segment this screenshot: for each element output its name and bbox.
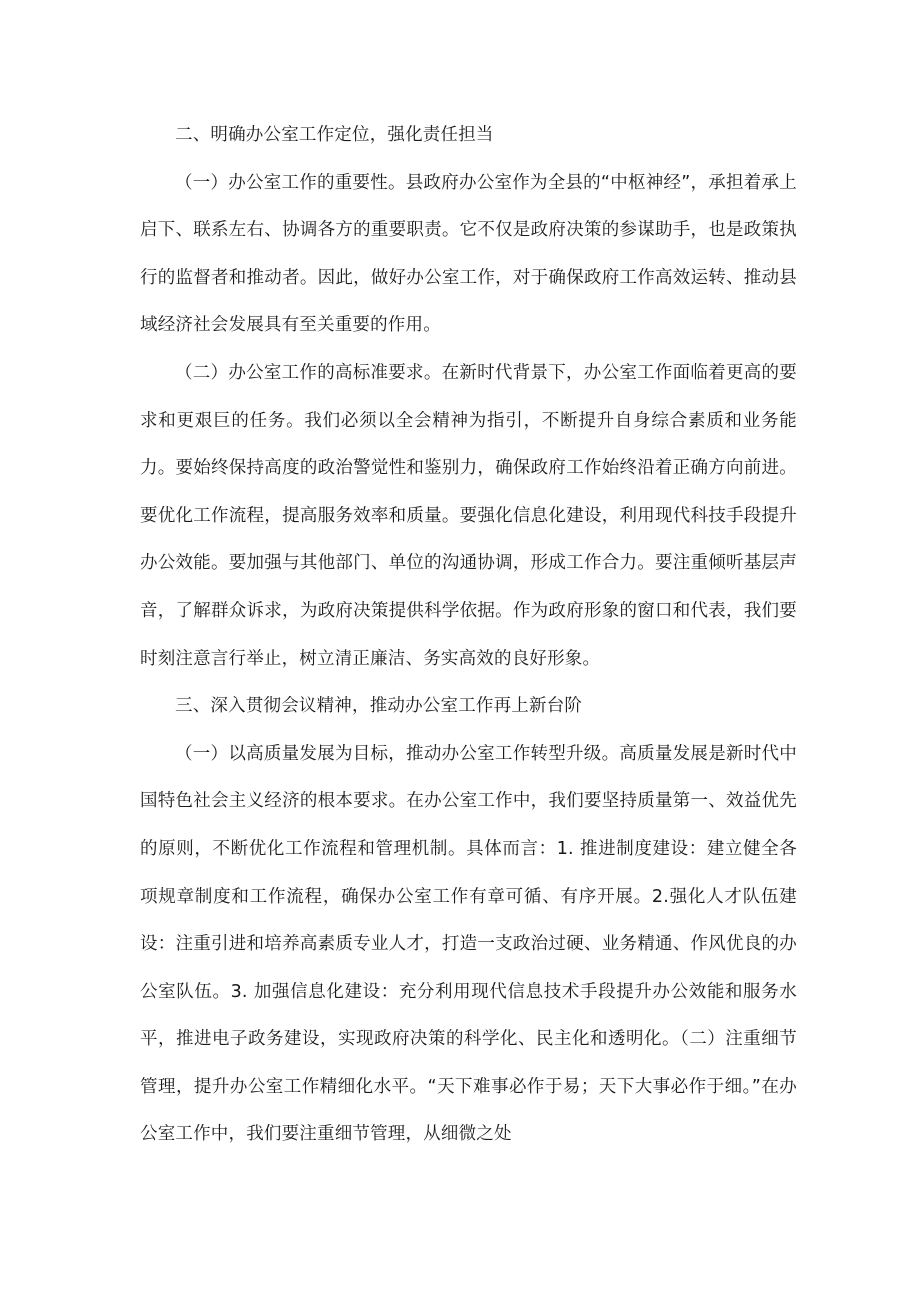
body-paragraph-standards: （二）办公室工作的高标准要求。在新时代背景下，办公室工作面临着更高的要求和更艰巨的任务。我们必须以全会精神为指引，不断提升自身综合素质和业务能力。要始终保持高度的政治警觉性和鉴别力，确保政府工作始终沿着正确方向前进。要优化工作流程，提高服务效率和质量。要强化信息化建设，利用现代科技手段提升办公效能。要加强与其他部门、单位的沟通协调，形成工作合力。要注重倾听基层声音，了解群众诉求，为政府决策提供科学依据。作为政府形象的窗口和代表，我们要时刻注意言行举止，树立清正廉洁、务实高效的良好形象。 <box>140 362 797 669</box>
body-paragraph-high-quality: （一）以高质量发展为目标，推动办公室工作转型升级。高质量发展是新时代中国特色社会主义经济的根本要求。在办公室工作中，我们要坚持质量第一、效益优先的原则，不断优化工作流程和管理机制。具体而言：1. 推进制度建设：建立健全各项规章制度和工作流程，确保办公室工作有章可循、有序开展。2.强化人才队伍建设：注重引进和培养高素质专业人才，打造一支政治过硬、业务精通、作风优良的办公室队伍。3. 加强信息化建设：充分利用现代信息技术手段提升办公效能和服务水平，推进电子政务建设，实现政府决策的科学化、民主化和透明化。（二）注重细节管理，提升办公室工作精细化水平。“天下难事必作于易；天下大事必作于细。”在办公室工作中，我们要注重细节管理，从细微之处 <box>140 743 797 1145</box>
section-heading-2: 二、明确办公室工作定位，强化责任担当 <box>175 125 494 145</box>
body-paragraph-importance: （一）办公室工作的重要性。县政府办公室作为全县的“中枢神经”，承担着承上启下、联系左右、协调各方的重要职责。它不仅是政府决策的参谋助手，也是政策执行的监督者和推动者。因此，做好办公室工作，对于确保政府工作高效运转、推动县域经济社会发展具有至关重要的作用。 <box>140 172 797 336</box>
section-heading-3: 三、深入贯彻会议精神，推动办公室工作再上新台阶 <box>175 696 583 717</box>
